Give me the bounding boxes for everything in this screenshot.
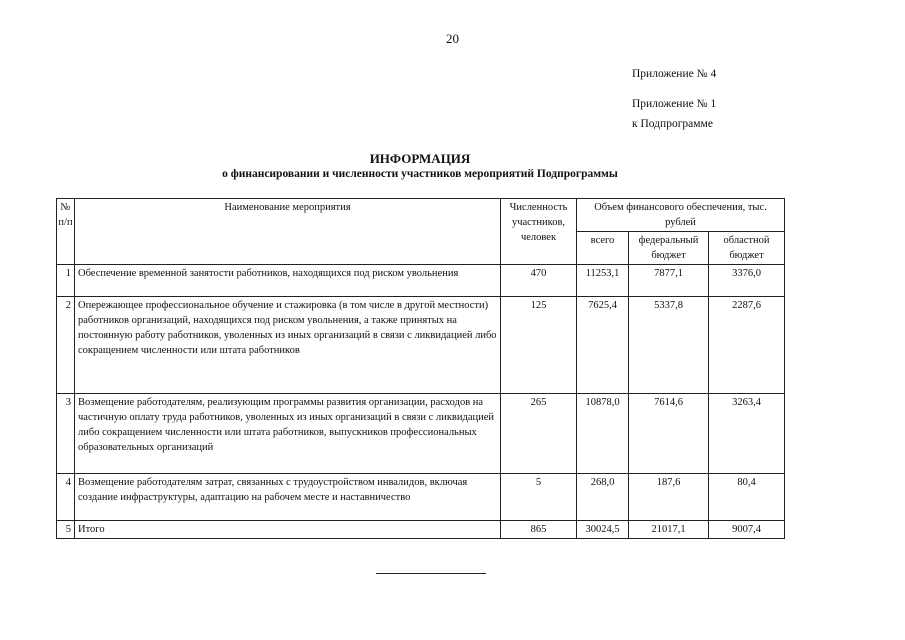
row-num: 4 [57, 474, 75, 521]
header-participants: Численность участников, человек [501, 199, 577, 265]
header-total: всего [577, 232, 629, 265]
header-name: Наименование мероприятия [75, 199, 501, 265]
table-row [57, 265, 785, 297]
row-participants: 125 [501, 297, 577, 394]
row-total: 7625,4 [577, 297, 629, 394]
row-participants: 5 [501, 474, 577, 521]
document-title: ИНФОРМАЦИЯ [369, 151, 471, 166]
page-number: 20 [446, 31, 459, 46]
row-name: Возмещение работодателям затрат, связанных с трудоустройством инвалидов, включая создание инфраструктуры, адаптацию на рабочем месте и наставничество [75, 474, 501, 521]
appendix-line-3: к Подпрограмме [632, 118, 713, 130]
total-federal: 21017,1 [629, 521, 709, 539]
row-num: 1 [57, 265, 75, 297]
table-header-row [57, 199, 785, 232]
row-regional: 3263,4 [709, 394, 785, 474]
total-participants: 865 [501, 521, 577, 539]
total-name: Итого [75, 521, 501, 539]
row-name: Возмещение работодателям, реализующим программы развития организации, расходов на частичную оплату труда работников, уволенных из иных организаций в связи с ликвидацией либо сокращением численности или штата работников, выпускников профессиональных образовательных организаций [75, 394, 501, 474]
row-participants: 265 [501, 394, 577, 474]
row-name: Обеспечение временной занятости работников, находящихся под риском увольнения [75, 265, 501, 297]
appendix-line-1: Приложение № 4 [632, 68, 717, 80]
row-federal: 7877,1 [629, 265, 709, 297]
row-num: 3 [57, 394, 75, 474]
total-regional: 9007,4 [709, 521, 785, 539]
row-total: 10878,0 [577, 394, 629, 474]
footer-divider [376, 573, 486, 574]
total-total: 30024,5 [577, 521, 629, 539]
header-regional: областной бюджет [709, 232, 785, 265]
table-row [57, 394, 785, 474]
row-federal: 7614,6 [629, 394, 709, 474]
row-num: 2 [57, 297, 75, 394]
table-total-row [57, 521, 785, 539]
row-total: 268,0 [577, 474, 629, 521]
row-federal: 187,6 [629, 474, 709, 521]
row-regional: 3376,0 [709, 265, 785, 297]
row-regional: 80,4 [709, 474, 785, 521]
appendix-line-2: Приложение № 1 [632, 98, 717, 110]
header-federal: федеральный бюджет [629, 232, 709, 265]
table-row [57, 297, 785, 394]
financing-table [56, 198, 785, 539]
row-federal: 5337,8 [629, 297, 709, 394]
document-subtitle: о финансировании и численности участников мероприятий Подпрограммы [222, 168, 618, 180]
header-num: № п/п [57, 199, 75, 265]
row-participants: 470 [501, 265, 577, 297]
header-finance: Объем финансового обеспечения, тыс. рублей [577, 199, 785, 232]
row-regional: 2287,6 [709, 297, 785, 394]
row-total: 11253,1 [577, 265, 629, 297]
table-row [57, 474, 785, 521]
row-name: Опережающее профессиональное обучение и стажировка (в том числе в другой местности) работников организаций, находящихся под риском увольнения, а также принятых на постоянную работу работников, уволенных из иных организаций в связи с ликвидацией либо сокращением численности или штата работников [75, 297, 501, 394]
total-num: 5 [57, 521, 75, 539]
